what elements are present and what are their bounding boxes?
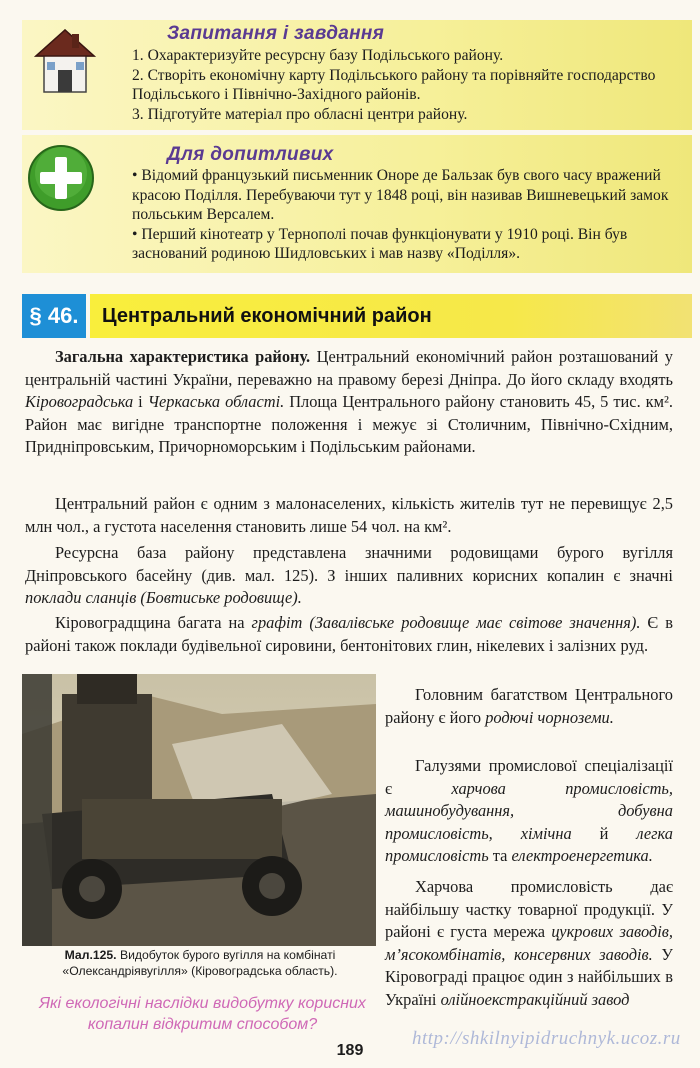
curious-list: [132, 166, 697, 264]
emphasis-text: цукрових заводів, м’ясокомбінатів, консервних заводів.: [385, 922, 673, 964]
paragraph-graphite: [25, 612, 673, 657]
text-run: Галузями промислової спеціалізації є: [385, 756, 673, 798]
figure-caption-text: Видобуток бурого вугілля на комбінаті «Олександріявугілля» (Кіровоградська область).: [62, 948, 338, 978]
section-title-band: [90, 294, 692, 338]
paragraph-lead: Загальна характеристика району.: [55, 347, 311, 366]
paragraph-overview: [25, 346, 673, 459]
questions-list: [132, 46, 697, 124]
region-name: Кіровоградська: [25, 392, 134, 412]
question-item: 1. Охарактеризуйте ресурсну базу Подільського району.: [132, 47, 504, 64]
text-run: Харчова промисловість дає найбільшу частку товарної продукції. У районі є густа мережа: [385, 877, 673, 942]
paragraph-soils: [385, 684, 673, 729]
emphasis-text: олійноекстракційний завод: [440, 989, 630, 1009]
text-run: Є в районі також поклади будівельної сировини, бентонітових глин, нікелевих і залізних руд.: [25, 613, 673, 655]
section-number: § 46.: [22, 294, 86, 338]
question-item: 2. Створіть економічну карту Подільського району та порівняйте господарство Подільського і Північно-Західного районів.: [132, 66, 656, 103]
emphasis-text: родючі чорноземи.: [485, 707, 614, 727]
watermark-url: http://shkilnyipidruchnyk.ucoz.ru: [412, 1028, 681, 1049]
emphasis-text: графіт (Завалівське родовище має світове значення).: [251, 613, 641, 632]
text-run: Площа Центрального району становить 45, 5 тис. км². Район має вигідне транспортне положення і межує зі Столичним, Північно-Східним, Придніпровським, Причорноморським і Подільським районами.: [25, 392, 673, 457]
text-run: і: [133, 392, 148, 412]
text-run: Головним багатством Центрального району є його: [385, 685, 673, 727]
page-number: 189: [336, 1042, 364, 1059]
curious-item: • Відомий французький письменник Оноре де Бальзак був свого часу вражений красою Поділля. Перебуваючи тут у 1848 році, він називав Вишневецький замок польським Версалем.: [132, 167, 669, 223]
plus-icon: [26, 143, 96, 213]
coal-mining-photo: [22, 674, 376, 946]
questions-title: Запитання і завдання: [167, 23, 385, 44]
curious-item: • Перший кінотеатр у Тернополі почав функціонувати у 1910 році. Він був заснований родиною Шидловських і мав назву «Поділля».: [132, 225, 628, 262]
text-run: й: [571, 823, 637, 843]
paragraph-food-industry: [385, 876, 673, 1012]
text-run: Кіровоградщина багата на: [55, 613, 252, 632]
emphasis-text: легка промисловість: [385, 823, 673, 866]
section-title: Центральний економічний район: [102, 305, 432, 327]
text-run: У Кіровограді працює один з найбільших в Україні: [385, 944, 673, 1009]
questions-box: [22, 20, 692, 130]
text-run: та: [488, 846, 512, 866]
emphasis-text: електроенергетика.: [511, 846, 653, 866]
paragraph-industries: [385, 755, 673, 868]
paragraph-resources: [25, 542, 673, 610]
text-run: Центральний економічний район розташований у центральній частині України, переважно на правому березі Дніпра. До його складу входять: [25, 347, 673, 389]
region-name: Черкаська області.: [147, 392, 285, 412]
review-question: Які екологічні наслідки видобутку корисних копалин відкритим способом?: [39, 995, 366, 1033]
question-item: 3. Підготуйте матеріал про обласні центри району.: [132, 105, 468, 123]
emphasis-text: харчова промисловість, машинобудування, добувна промисловість, хімічна: [385, 778, 673, 843]
section-heading: [22, 294, 692, 338]
text-run: Ресурсна база району представлена значними родовищами бурого вугілля Дніпровського басейну (див. мал. 125). З інших паливних корисних копалин є значні: [25, 543, 673, 585]
paragraph-population: Центральний район є одним з малонаселених, кількість жителів тут не перевищує 2,5 млн чол., а густота населення становить лише 54 чол. на км².: [25, 494, 673, 536]
curious-box: [22, 135, 692, 273]
house-icon: [32, 26, 98, 98]
figure-label: Мал.125.: [64, 948, 117, 962]
curious-title: Для допитливих: [167, 144, 334, 165]
figure-caption: [30, 947, 370, 979]
emphasis-text: поклади сланців (Бовтиське родовище).: [25, 588, 302, 608]
